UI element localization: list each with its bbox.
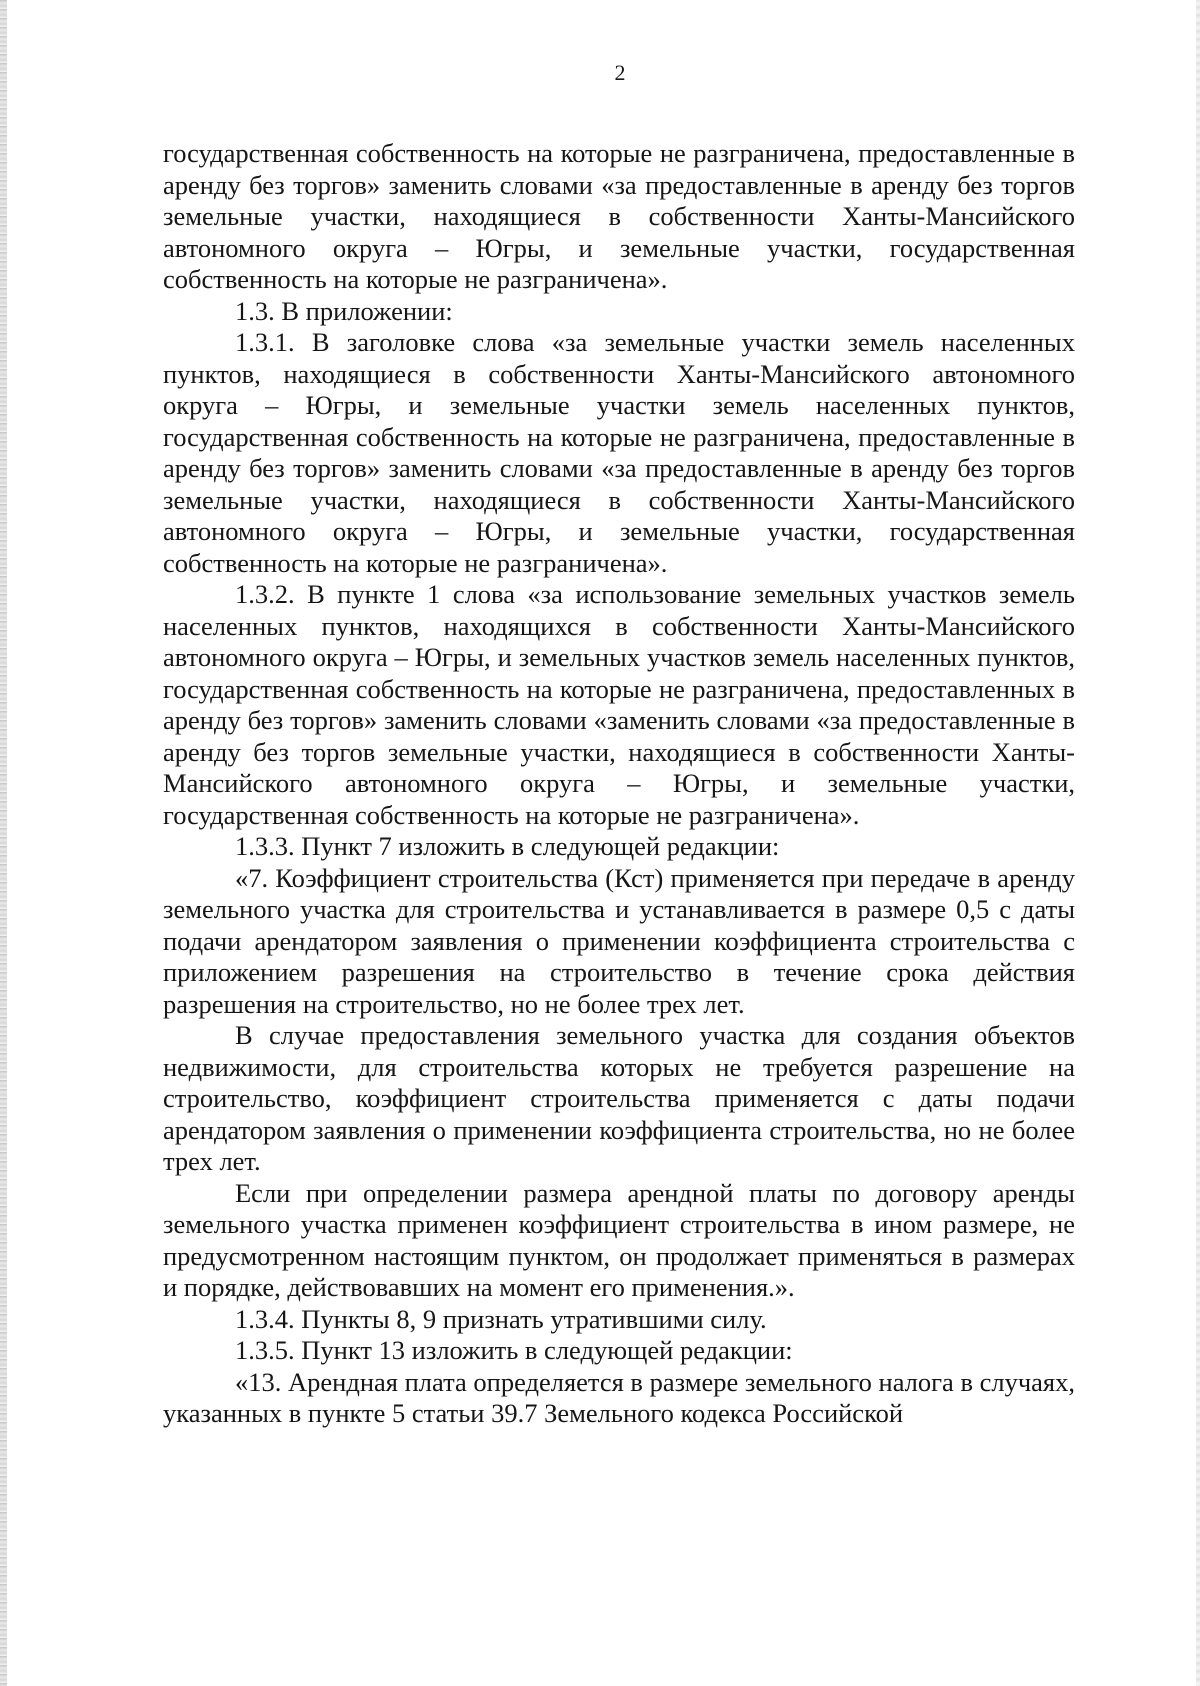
- paragraph-1-3-1: 1.3.1. В заголовке слова «за земельные участки земель населенных пунктов, находящиеся в собственности Ханты-Мансийского автономного округа – Югры, и земельные участки земель населенных пунктов, государственная собственность на которые не разграничена, предоставленные в аренду без торгов» заменить словами «за предоставленные в аренду без торгов земельные участки, находящиеся в собственности Ханты-Мансийского автономного округа – Югры, и земельные участки, государственная собственность на которые не разграничена».: [163, 327, 1075, 578]
- paragraph-1-3-3: 1.3.3. Пункт 7 изложить в следующей редакции:: [235, 831, 780, 861]
- paragraph-1-3-2: 1.3.2. В пункте 1 слова «за использование земельных участков земель населенных пунктов, находящихся в собственности Ханты-Мансийского автономного округа – Югры, и земельных участков земель населенных пунктов, государственная собственность на которые не разграничена, предоставленных в аренду без торгов» заменить словами «заменить словами «за предоставленные в аренду без торгов земельные участки, находящиеся в собственности Ханты-Мансийского автономного округа – Югры, и земельные участки, государственная собственность на которые не разграничена».: [163, 579, 1075, 830]
- paragraph-1-3: 1.3. В приложении:: [235, 295, 453, 326]
- paragraph-1-3-4: 1.3.4. Пункты 8, 9 признать утратившими силу.: [235, 1303, 767, 1334]
- paragraph-item-7-case: В случае предоставления земельного участка для создания объектов недвижимости, для строительства которых не требуется разрешение на строительство, коэффициент строительства применяется с даты подачи арендатором заявления о применении коэффициента строительства, но не более трех лет.: [163, 1020, 1075, 1176]
- paragraph-item-7: «7. Коэффициент строительства (Кст) применяется при передаче в аренду земельного участка для строительства и устанавливается в размере 0,5 с даты подачи арендатором заявления о применении коэффициента строительства с приложением разрешения на строительство в течение срока действия разрешения на строительство, но не более трех лет.: [163, 862, 1075, 1019]
- paragraph-item-7-rate: Если при определении размера арендной платы по договору аренды земельного участка применен коэффициент строительства в ином размере, не предусмотренном настоящим пунктом, он продолжает применяться в размерах и порядке, действовавших на момент его применения.».: [163, 1177, 1075, 1302]
- paragraph-item-13: «13. Арендная плата определяется в размере земельного налога в случаях, указанных в пункте 5 статьи 39.7 Земельного кодекса Российской: [163, 1366, 1075, 1428]
- paragraph-1-3-5: 1.3.5. Пункт 13 изложить в следующей редакции:: [235, 1335, 793, 1365]
- page-number: 2: [614, 60, 626, 85]
- scan-edge-right: [1196, 0, 1200, 1686]
- paragraph-continuation: государственная собственность на которые не разграничена, предоставленные в аренду без торгов» заменить словами «за предоставленные в аренду без торгов земельные участки, находящиеся в собственности Ханты-Мансийского автономного округа – Югры, и земельные участки, государственная собственность на которые не разграничена».: [163, 138, 1075, 294]
- document-body: [163, 138, 1075, 1430]
- scan-edge-left: [0, 0, 7, 1686]
